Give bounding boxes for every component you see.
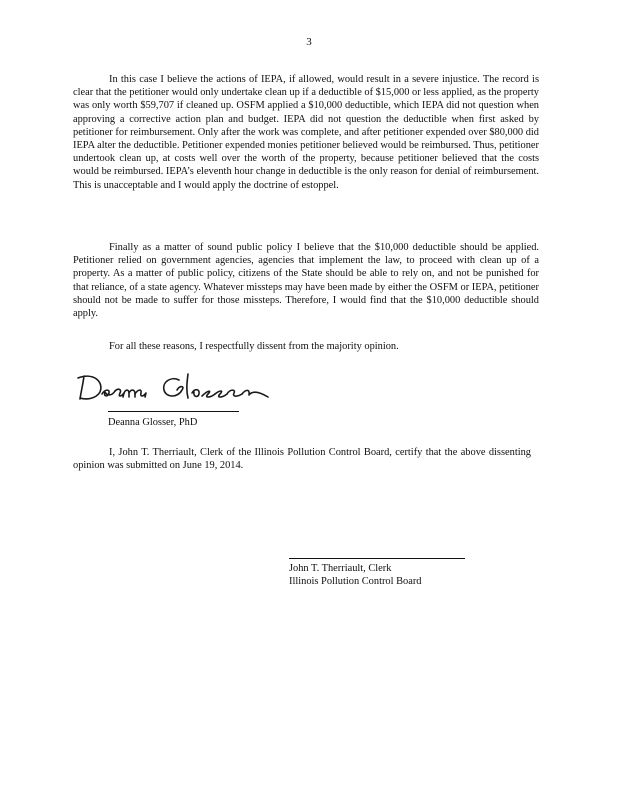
handwritten-signature xyxy=(74,368,294,404)
paragraph-dissent-conclusion: For all these reasons, I respectfully dissent from the majority opinion. xyxy=(109,341,399,352)
clerk-certification: I, John T. Therriault, Clerk of the Illinois Pollution Control Board, certify that the above dissenting opinion was submitted on June 19, 2014. xyxy=(73,447,531,472)
clerk-signature-line xyxy=(289,558,465,559)
page-number: 3 xyxy=(306,36,312,48)
clerk-organization: Illinois Pollution Control Board xyxy=(289,576,422,587)
clerk-signature-block xyxy=(289,562,422,588)
paragraph-estoppel: In this case I believe the actions of IEPA, if allowed, would result in a severe injustice. The record is clear that the petitioner would only undertake clean up if a deductible of $15,000 or less applied, as the property was only worth $59,707 if cleaned up. OSFM applied a $10,000 deductible, which IEPA did not question when approving a corrective action plan and budget. IEPA did not question the deductible when first asked by petitioner for reimbursement. Only after the work was complete, and after petitioner expended over $80,000 did IEPA alter the deductible. Petitioner expended monies petitioner believed would be reimbursed. Thus, petitioner undertook clean up, at costs well over the worth of the property, because petitioner believed that the costs would be reimbursed. IEPA’s eleventh hour change in deductible is the only reason for denial of reimbursement. This is unacceptable and I would apply the doctrine of estoppel. xyxy=(73,74,539,191)
signature-line xyxy=(108,411,239,412)
signer-name: Deanna Glosser, PhD xyxy=(108,417,198,428)
clerk-name: John T. Therriault, Clerk xyxy=(289,563,392,574)
paragraph-public-policy: Finally as a matter of sound public policy I believe that the $10,000 deductible should be applied. Petitioner relied on government agencies, agencies that implement the law, to proceed with clean up of a property. As a matter of public policy, citizens of the State should be able to rely on, and not be punished for that reliance, of a state agency. Whatever missteps may have been made by either the OSFM or IEPA, petitioner should not be made to suffer for those missteps. Therefore, I would find that the $10,000 deductible should apply. xyxy=(73,242,539,320)
